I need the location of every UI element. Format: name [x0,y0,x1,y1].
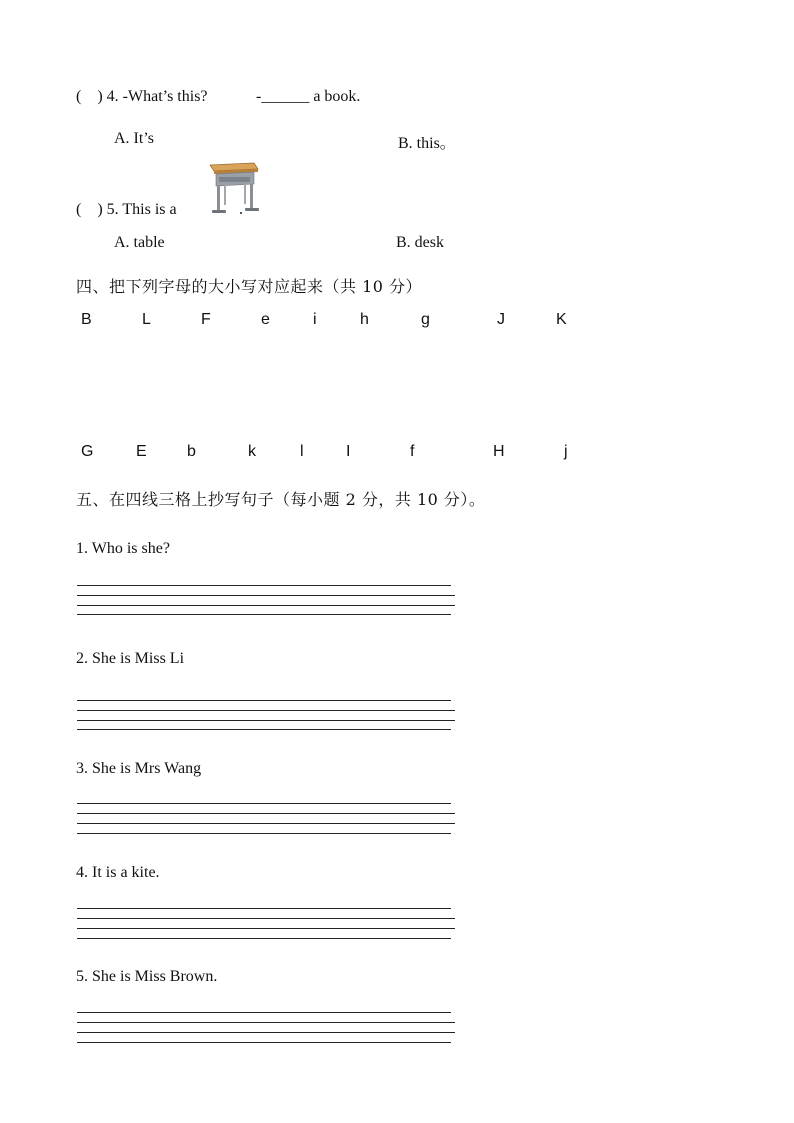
letter-item[interactable]: I [346,443,351,460]
letter-item[interactable]: j [564,443,568,460]
grid-line [77,1032,455,1033]
grid-line [77,729,451,730]
letter-item[interactable]: g [421,311,430,328]
grid-line [77,803,451,804]
question-4-option-a: A. It’s [114,130,154,147]
question-5-option-b: B. desk [396,234,444,251]
letter-item[interactable]: e [261,311,270,328]
grid-line [77,1042,451,1043]
grid-line [77,710,455,711]
letter-item[interactable]: G [81,443,94,460]
letter-item[interactable]: F [201,311,211,328]
section-4-title: 四、把下列字母的大小写对应起来（共 10 分） [76,277,423,296]
grid-line [77,823,455,824]
question-4-option-b: B. this。 [398,135,456,152]
grid-line [77,928,455,929]
sentence-4: 4. It is a kite. [76,864,160,881]
letter-item[interactable]: f [410,443,415,460]
answer-paren-close: ) [97,201,103,218]
letter-item[interactable]: B [81,311,92,328]
grid-line [77,585,451,586]
letter-item[interactable]: b [187,443,196,460]
letter-item[interactable]: K [556,311,567,328]
grid-line [77,833,451,834]
question-4-prompt: 4. -What’s this? [106,88,208,105]
section-5-title: 五、在四线三格上抄写句子（每小题 2 分，共 10 分）。 [76,490,486,509]
question-5-line [76,201,177,219]
letter-item[interactable]: H [493,443,505,460]
sentence-3: 3. She is Mrs Wang [76,760,202,777]
grid-line [77,918,455,919]
grid-line [77,1012,451,1013]
letter-item[interactable]: i [313,311,317,328]
grid-line [77,938,451,939]
question-4-answer-part: -______ a book. [256,88,361,105]
answer-paren-close: ) [97,88,103,105]
grid-line [77,614,451,615]
grid-line [77,720,455,721]
letter-item[interactable]: h [360,311,369,328]
grid-line [77,595,455,596]
question-5-prompt: 5. This is a [106,201,177,218]
letter-item[interactable]: L [142,311,151,328]
letter-item[interactable]: l [300,443,304,460]
answer-paren-open: ( [76,201,82,218]
answer-paren-open: ( [76,88,82,105]
sentence-1: 1. Who is she? [76,540,170,557]
question-5-option-a: A. table [114,234,165,251]
grid-line [77,700,451,701]
letter-item[interactable]: k [248,443,256,460]
school-desk-icon [206,160,260,218]
question-4-line [76,88,208,106]
letter-item[interactable]: J [497,311,505,328]
grid-line [77,813,455,814]
grid-line [77,605,455,606]
letter-item[interactable]: E [136,443,147,460]
grid-line [77,908,451,909]
sentence-5: 5. She is Miss Brown. [76,968,218,985]
sentence-2: 2. She is Miss Li [76,650,185,667]
grid-line [77,1022,455,1023]
